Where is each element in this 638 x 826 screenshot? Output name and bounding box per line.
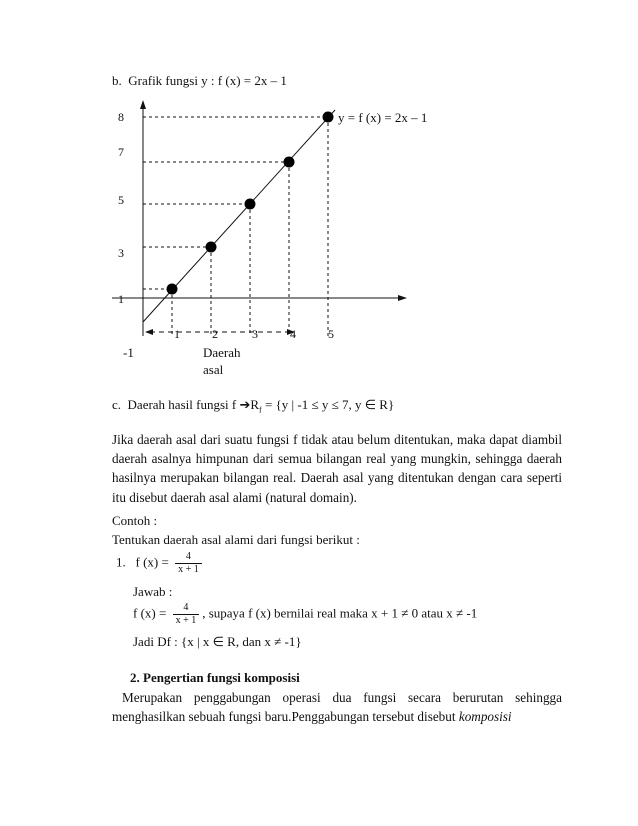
y-tick-labels — [118, 110, 124, 306]
answer-denominator: x + 1 — [173, 614, 200, 627]
graph-axes — [112, 100, 407, 336]
data-point-2 — [206, 242, 217, 253]
function-label: y = f (x) = 2x – 1 — [338, 110, 428, 125]
paragraph-composition — [112, 688, 562, 726]
example-answer — [133, 602, 477, 627]
fraction-denominator: x + 1 — [175, 563, 202, 576]
x-tick-label-2: 2 — [212, 327, 218, 341]
y-tick-label-8: 8 — [118, 110, 124, 124]
y-tick-label-1: 1 — [118, 292, 124, 306]
range-set-subscript: f — [259, 405, 262, 415]
answer-fraction — [173, 602, 200, 627]
x-domain-bracket — [145, 329, 295, 335]
example-number: 1. — [116, 554, 126, 570]
section-c-text-after: = {y | -1 ≤ y ≤ 7, y ∈ R} — [261, 397, 395, 412]
paragraph-composition-italic: komposisi — [458, 709, 512, 725]
y-tick-label-3: 3 — [118, 246, 124, 260]
data-point-5 — [323, 112, 334, 123]
data-point-4 — [284, 157, 295, 168]
jadi-statement: Jadi Df : {x | x ∈ R, dan x ≠ -1} — [133, 634, 302, 649]
section-2-title: Pengertian fungsi komposisi — [143, 670, 300, 685]
example-fraction — [175, 551, 202, 576]
answer-condition: , supaya f (x) bernilai real maka x + 1 ≠ 0 atau x ≠ -1 — [202, 605, 478, 621]
answer-numerator: 4 — [183, 602, 189, 613]
section-b-label: b. — [112, 73, 122, 88]
domain-label-line2: asal — [203, 362, 224, 377]
x-tick-label-1: 1 — [174, 327, 180, 341]
section-2-number: 2. — [130, 670, 140, 685]
x-neg-label: -1 — [123, 345, 134, 360]
example-fx: f (x) = — [135, 554, 169, 570]
x-axis-arrowhead — [398, 295, 407, 301]
data-point-3 — [245, 199, 256, 210]
domain-left-arrowhead — [145, 329, 153, 335]
function-graph — [0, 0, 638, 400]
example-1 — [116, 551, 205, 576]
section-c-text-before: Daerah hasil fungsi f — [127, 397, 240, 412]
section-b-title: Grafik fungsi y : f (x) = 2x – 1 — [128, 73, 287, 88]
paragraph-composition-text: Merupakan penggabungan operasi dua fungsi secara berurutan sehingga menghasilkan sebuah fungsi baru.Penggabungan tersebut disebut — [112, 690, 562, 725]
y-tick-label-7: 7 — [118, 145, 124, 159]
y-axis-arrowhead — [140, 100, 146, 109]
answer-fx: f (x) = — [133, 605, 167, 621]
fraction-numerator: 4 — [185, 551, 191, 562]
contoh-label: Contoh : — [112, 513, 158, 528]
section-2-heading — [130, 670, 300, 686]
data-point-1 — [167, 284, 178, 295]
domain-label-line1: Daerah — [203, 345, 241, 360]
right-arrow-icon: ➔ — [239, 398, 251, 413]
jawab-label: Jawab : — [133, 584, 173, 599]
x-tick-labels — [174, 327, 334, 341]
section-c-label: c. — [112, 397, 122, 412]
x-tick-label-4: 4 — [290, 327, 296, 341]
paragraph-natural-domain: Jika daerah asal dari suatu fungsi f tidak atau belum ditentukan, maka dapat diambil daerah asalnya himpunan dari semua bilangan real yang mungkin, sehingga daerah hasilnya merupakan bilangan real. Daerah asal yang ditentukan dengan cara seperti itu disebut daerah asal alami (natural domain). — [112, 432, 562, 505]
range-set-symbol: R — [250, 397, 260, 412]
guide-lines — [143, 117, 328, 336]
x-tick-label-5: 5 — [328, 327, 334, 341]
x-tick-label-3: 3 — [252, 327, 258, 341]
contoh-instruction: Tentukan daerah asal alami dari fungsi berikut : — [112, 532, 360, 547]
section-c — [112, 397, 394, 415]
y-tick-label-5: 5 — [118, 193, 124, 207]
